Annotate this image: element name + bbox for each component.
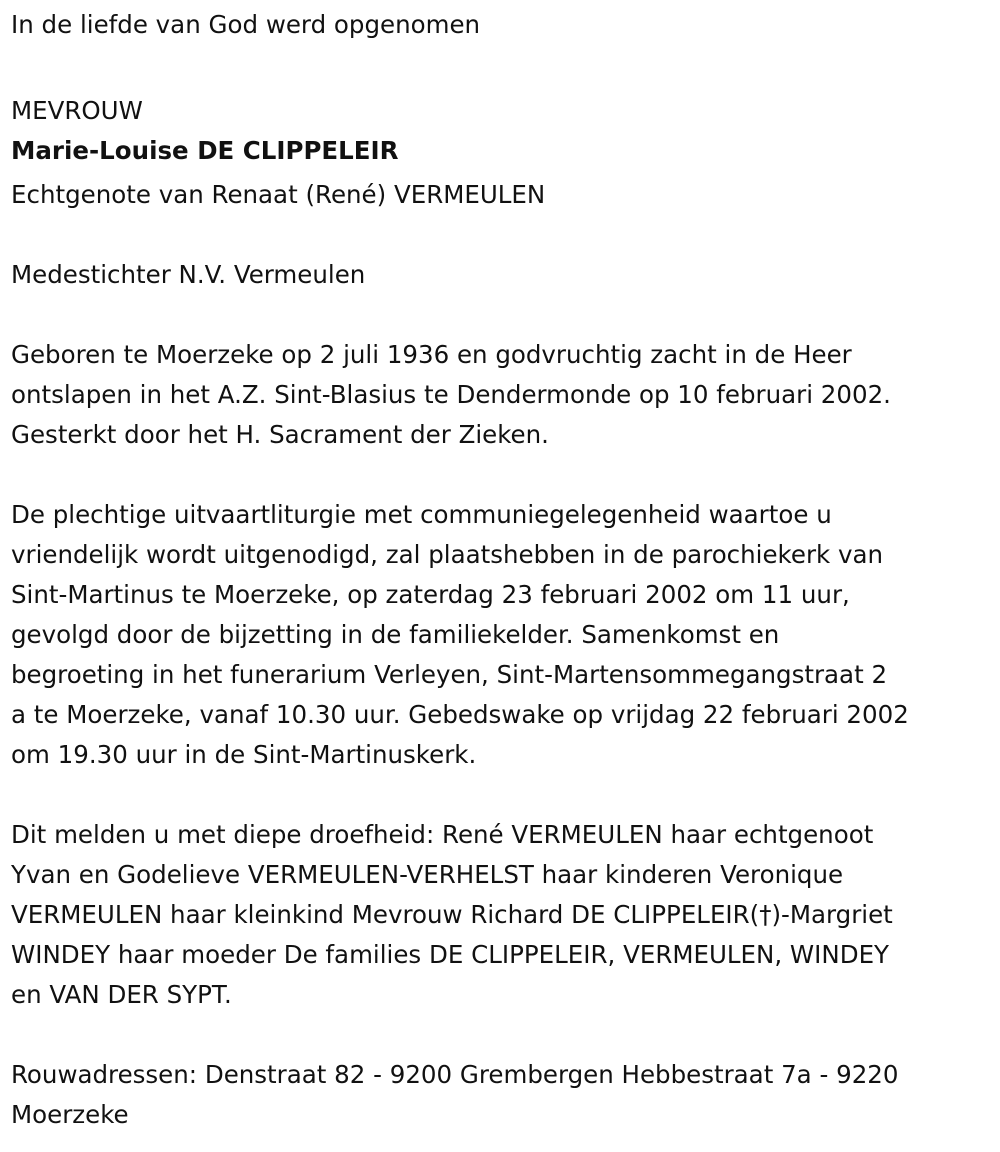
paragraph-line: gevolgd door de bijzetting in de familiekelder. Samenkomst en [11, 620, 780, 649]
spacer [11, 45, 993, 85]
spacer [11, 775, 993, 815]
spacer [11, 215, 993, 255]
paragraph-line: ontslapen in het A.Z. Sint-Blasius te Dendermonde op 10 februari 2002. [11, 380, 891, 409]
paragraph-line: vriendelijk wordt uitgenodigd, zal plaatshebben in de parochiekerk van [11, 540, 884, 569]
paragraph-line: Rouwadressen: Denstraat 82 - 9200 Grembergen Hebbestraat 7a - 9220 [11, 1060, 899, 1089]
spacer [11, 295, 993, 335]
paragraph-line: De plechtige uitvaartliturgie met communiegelegenheid waartoe u [11, 500, 832, 529]
ceremony-paragraph [11, 495, 993, 775]
paragraph-line: Gesterkt door het H. Sacrament der Zieken. [11, 420, 549, 449]
paragraph-line: Sint-Martinus te Moerzeke, op zaterdag 23 februari 2002 om 11 uur, [11, 580, 850, 609]
paragraph-line: Moerzeke [11, 1100, 129, 1129]
paragraph-line: om 19.30 uur in de Sint-Martinuskerk. [11, 740, 477, 769]
intro-line: In de liefde van God werd opgenomen [11, 10, 481, 39]
family-paragraph [11, 815, 993, 1015]
birth-death-paragraph [11, 335, 993, 455]
paragraph-line: a te Moerzeke, vanaf 10.30 uur. Gebedswake op vrijdag 22 februari 2002 [11, 700, 909, 729]
paragraph-line: en VAN DER SYPT. [11, 980, 232, 1009]
role-line: Medestichter N.V. Vermeulen [11, 260, 366, 289]
paragraph-line: begroeting in het funerarium Verleyen, Sint-Martensommegangstraat 2 [11, 660, 888, 689]
spacer [11, 1015, 993, 1055]
obituary-notice [11, 0, 993, 1135]
spacer [11, 455, 993, 495]
spouse-line: Echtgenote van Renaat (René) VERMEULEN [11, 180, 546, 209]
paragraph-line: Yvan en Godelieve VERMEULEN-VERHELST haar kinderen Veronique [11, 860, 844, 889]
paragraph-line: Geboren te Moerzeke op 2 juli 1936 en godvruchtig zacht in de Heer [11, 340, 852, 369]
paragraph-line: Dit melden u met diepe droefheid: René VERMEULEN haar echtgenoot [11, 820, 874, 849]
addresses-paragraph [11, 1055, 993, 1135]
salutation: MEVROUW [11, 96, 143, 125]
paragraph-line: WINDEY haar moeder De families DE CLIPPELEIR, VERMEULEN, WINDEY [11, 940, 890, 969]
paragraph-line: VERMEULEN haar kleinkind Mevrouw Richard DE CLIPPELEIR(†)-Margriet [11, 900, 893, 929]
deceased-name: Marie-Louise DE CLIPPELEIR [11, 136, 399, 165]
